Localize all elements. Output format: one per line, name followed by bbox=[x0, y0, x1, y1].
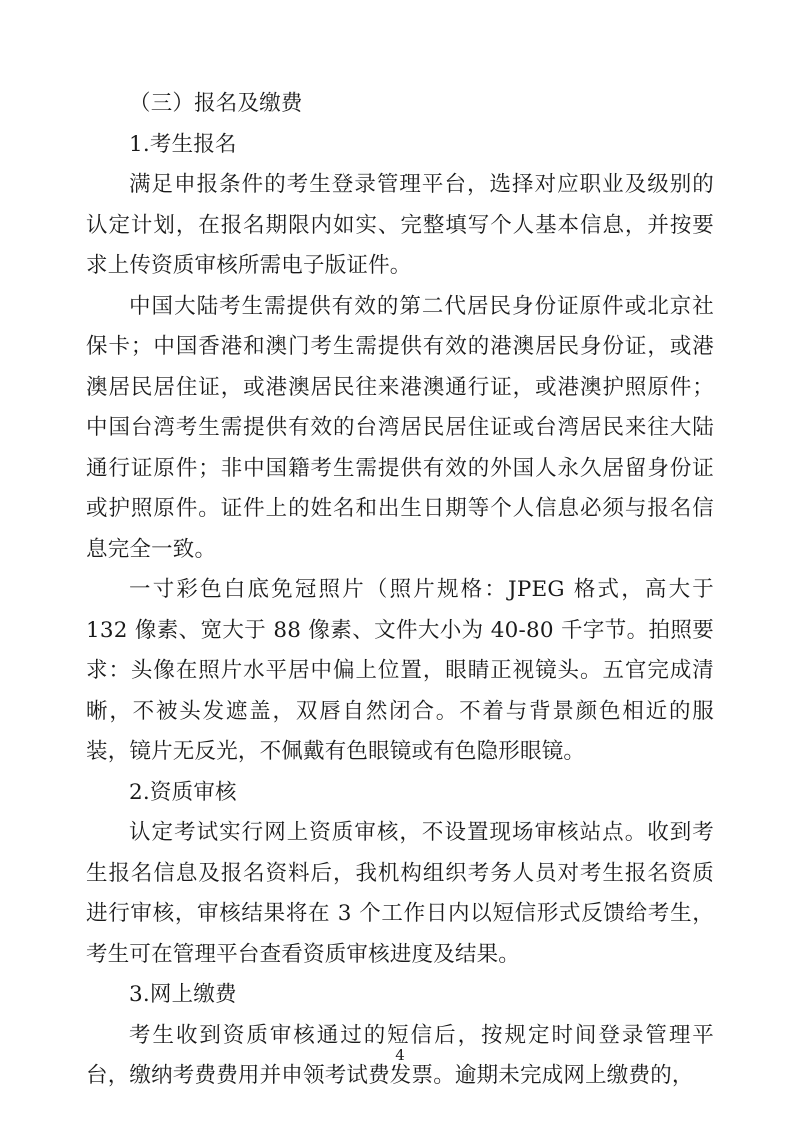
section-heading: （三）报名及缴费 bbox=[129, 91, 303, 116]
subsection-heading-registration: 1.考生报名 bbox=[129, 131, 237, 157]
paragraph-id-documents: 中国大陆考生需提供有效的第二代居民身份证原件或北京社保卡；中国香港和澳门考生需提供有效的港澳居民身份证，或港澳居民居住证，或港澳居民往来港澳通行证，或港澳护照原件；中国台湾考生需提供有效的台湾居民居住证或台湾居民来往大陆通行证原件；非中国籍考生需提供有效的外国人永久居留身份证或护照原件。证件上的姓名和出生日期等个人信息必须与报名信息完全一致。 bbox=[86, 293, 714, 562]
paragraph-registration-intro: 满足申报条件的考生登录管理平台，选择对应职业及级别的认定计划，在报名期限内如实、完整填写个人基本信息，并按要求上传资质审核所需电子版证件。 bbox=[86, 172, 714, 278]
paragraph-online-payment: 考生收到资质审核通过的短信后，按规定时间登录管理平台，缴纳考费费用并申领考试费发票。逾期未完成网上缴费的， bbox=[86, 1022, 714, 1088]
subsection-heading-online-payment: 3.网上缴费 bbox=[129, 982, 237, 1007]
paragraph-qualification-review: 认定考试实行网上资质审核，不设置现场审核站点。收到考生报名信息及报名资料后，我机构组织考务人员对考生报名资质进行审核，审核结果将在 3 个工作日内以短信形式反馈给考生，考生可在管理平台查看资质审核进度及结果。 bbox=[86, 820, 714, 967]
paragraph-photo-requirements: 一寸彩色白底免冠照片（照片规格：JPEG 格式，高大于 132 像素、宽大于 88 像素、文件大小为 40-80 千字节。拍照要求：头像在照片水平居中偏上位置，眼睛正视镜头。五官完成清晰，不被头发遮盖，双唇自然闭合。不着与背景颜色相近的服装，镜片无反光，不佩戴有色眼镜或有色隐形眼镜。 bbox=[86, 577, 714, 764]
page-number: 4 bbox=[395, 1046, 405, 1064]
subsection-heading-qualification-review: 2.资质审核 bbox=[129, 779, 237, 805]
page-content bbox=[86, 84, 714, 1097]
